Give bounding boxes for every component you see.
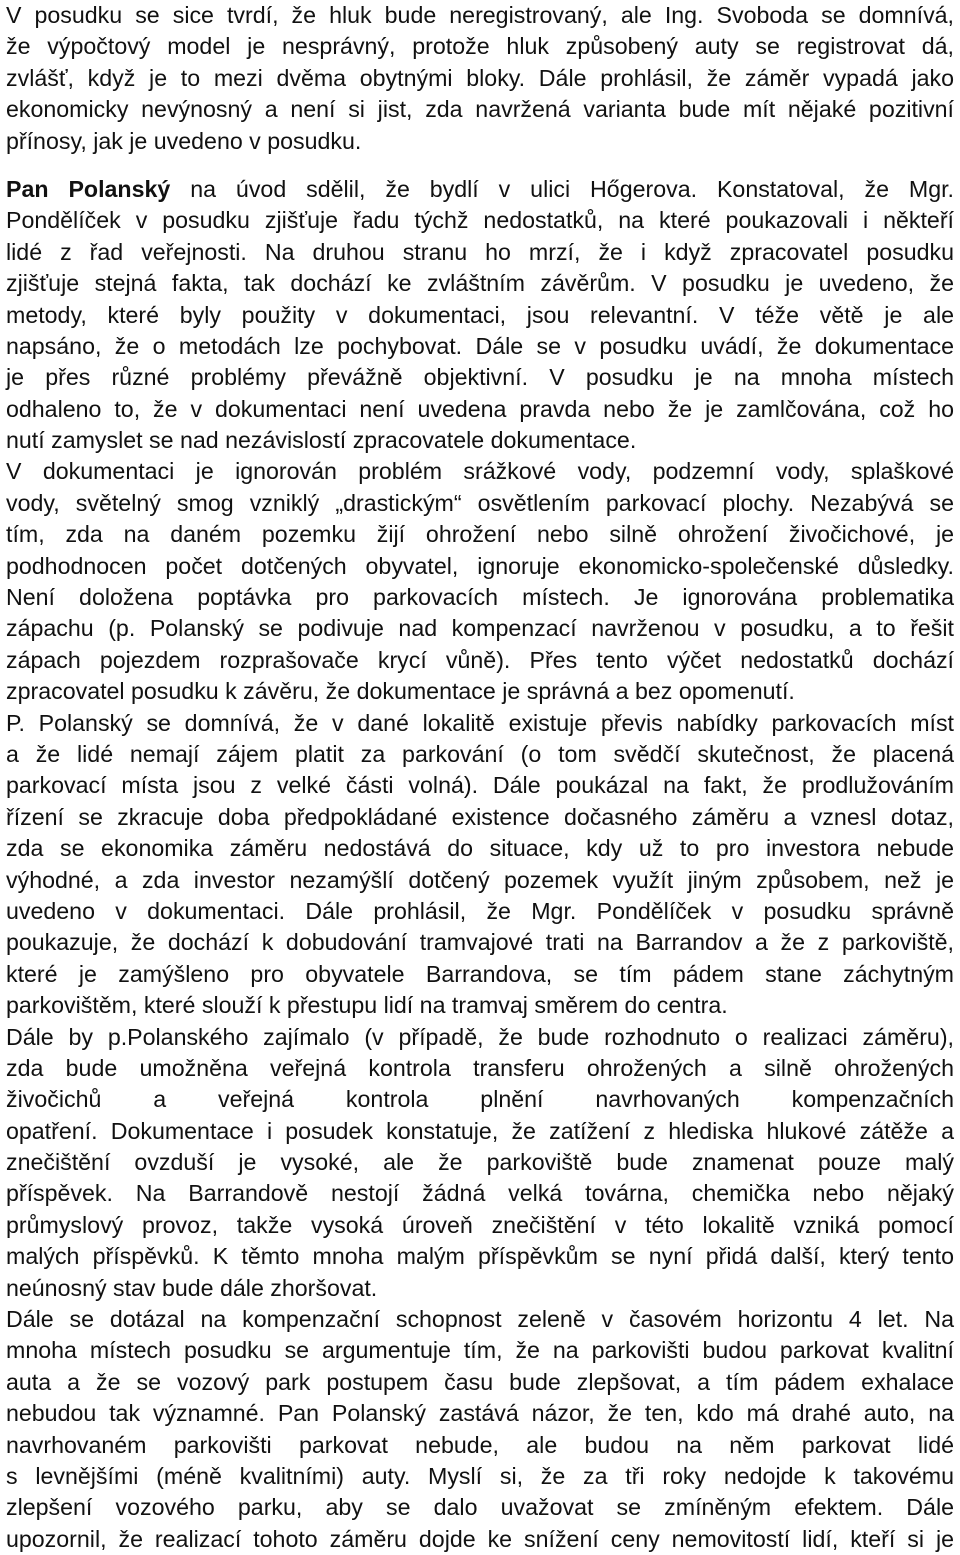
text-line: zápach pojezdem rozprašovače krycí vůně). Přes tento výčet nedostatků dochází <box>6 646 954 673</box>
text-line: a že lidé nemají zájem platit za parkování (o tom svědčí skutečnost, že placená <box>6 740 954 767</box>
text-line: s levnějšími (méně kvalitními) auty. Myslí si, že za tři roky nedojde k takovému <box>6 1462 954 1489</box>
text-line: příspěvek. Na Barrandově nestojí žádná velká továrna, chemička nebo nějaký <box>6 1180 954 1207</box>
paragraph-spacer <box>6 157 954 174</box>
text-line: přínosy, jak je uvedeno v posudku. <box>6 127 362 154</box>
text-line: které je zamýšleno pro obyvatele Barrandova, se tím pádem stane záchytným <box>6 960 954 987</box>
text-line: tím, zda na daném pozemku žijí ohrožení nebo silně ohrožení živočichové, je <box>6 521 954 548</box>
text-line: ekonomicky nevýnosný a není si jist, zda navržená varianta bude mít nějaké pozitivní <box>6 96 954 123</box>
text-line: upozornil, že realizací tohoto záměru dojde ke snížení ceny nemovitostí lidí, kteří si je <box>6 1525 954 1552</box>
text-line: uvedeno v dokumentaci. Dále prohlásil, že Mgr. Pondělíček v posudku správně <box>6 897 954 924</box>
text-line: malých příspěvků. K těmto mnoha malým příspěvkům se nyní přidá další, který tento <box>6 1243 954 1270</box>
text-line: je přes různé problémy převážně objektivní. V posudku je na mnoha místech <box>6 364 954 391</box>
document-page <box>6 0 954 1552</box>
text-line: parkovací místa jsou z velké části volná). Dále poukázal na fakt, že prodlužováním <box>6 772 954 799</box>
text-line: metody, které byly použity v dokumentaci, jsou relevantní. V téže větě je ale <box>6 301 954 328</box>
text-line: odhaleno to, že v dokumentaci není uvedena pravda nebo že je zamlčována, což ho <box>6 395 954 422</box>
text-line: vody, světelný smog vzniklý „drastickým“ osvětlením parkovací plochy. Nezabývá se <box>6 489 954 516</box>
text-line: mnoha místech posudku se argumentuje tím, že na parkovišti budou parkovat kvalitní <box>6 1337 954 1364</box>
text-line: znečištění ovzduší je vysoké, ale že parkoviště bude znamenat pouze malý <box>6 1149 954 1176</box>
text-line: zvlášť, když je to mezi dvěma obytnými bloky. Dále prohlásil, že záměr vypadá jako <box>6 64 954 91</box>
text-line: Není doložena poptávka pro parkovacích místech. Je ignorována problematika <box>6 584 954 611</box>
text-line: nutí zamyslet se nad nezávislostí zpracovatele dokumentace. <box>6 427 637 454</box>
text-line: neúnosný stav bude dále zhoršovat. <box>6 1274 378 1301</box>
text-line: zlepšení vozového parku, aby se dalo uvažovat se zmíněným efektem. Dále <box>6 1494 954 1521</box>
text-line: V dokumentaci je ignorován problém srážkové vody, podzemní vody, splaškové <box>6 458 954 485</box>
text-line: zjišťuje stejná fakta, tak dochází ke zvláštním závěrům. V posudku je uvedeno, že <box>6 270 954 297</box>
text-line: zápachu (p. Polanský se podivuje nad kompenzací navrženou v posudku, a to řešit <box>6 615 954 642</box>
text-line: poukazuje, že dochází k dobudování tramvajové trati na Barrandov a že z parkoviště, <box>6 929 954 956</box>
text-line: navrhovaném parkovišti parkovat nebude, ale budou na něm parkovat lidé <box>6 1431 954 1458</box>
text-line: zda se ekonomika záměru nedostává do situace, kdy už to pro investora nebude <box>6 835 954 862</box>
text-line: V posudku se sice tvrdí, že hluk bude neregistrovaný, ale Ing. Svoboda se domnívá, <box>6 2 954 28</box>
text-line: že výpočtový model je nesprávný, protože hluk způsobený auty se registrovat dá, <box>6 33 954 60</box>
text-line: živočichů a veřejná kontrola plnění navrhovaných kompenzačních <box>6 1086 954 1113</box>
text-line: průmyslový provoz, takže vysoká úroveň znečištění v této lokalitě vzniká pomocí <box>6 1211 954 1238</box>
text-line: Pondělíček v posudku zjišťuje řadu týchž nedostatků, na které poukazovali i někteří <box>6 207 954 234</box>
text-line: napsáno, že o metodách lze pochybovat. Dále se v posudku uvádí, že dokumentace <box>6 332 954 359</box>
text-line: výhodné, a zda investor nezamýšlí dotčený pozemek využít jiným způsobem, než je <box>6 866 954 893</box>
text-line: auta a že se vozový park postupem času bude zlepšovat, a tím pádem exhalace <box>6 1368 954 1395</box>
text-line: podhodnocen počet dotčených obyvatel, ignoruje ekonomicko-společenské důsledky. <box>6 552 954 579</box>
text-line: lidé z řad veřejnosti. Na druhou stranu ho mrzí, že i když zpracovatel posudku <box>6 238 954 265</box>
text-line: parkovištěm, které slouží k přestupu lidí na tramvaj směrem do centra. <box>6 992 728 1019</box>
text-line: Dále se dotázal na kompenzační schopnost zeleně v časovém horizontu 4 let. Na <box>6 1306 954 1333</box>
text-line: řízení se zkracuje doba předpokládané existence dočasného záměru a vznesl dotaz, <box>6 803 954 830</box>
text-line: nebudou tak významné. Pan Polanský zastává názor, že ten, kdo má drahé auto, na <box>6 1400 954 1427</box>
text-line-rest: na úvod sdělil, že bydlí v ulici Hőgerova. Konstatoval, že Mgr. <box>190 175 954 202</box>
text-line: zpracovatel posudku k závěru, že dokumentace je správná a bez opomenutí. <box>6 678 795 705</box>
text-line-with-speaker <box>6 174 954 205</box>
paragraph-polansky <box>6 174 954 1555</box>
text-line: zda bude umožněna veřejná kontrola transferu ohrožených a silně ohrožených <box>6 1054 954 1081</box>
paragraph-svoboda <box>6 0 954 157</box>
text-line: opatření. Dokumentace i posudek konstatuje, že zatížení z hlediska hlukové zátěže a <box>6 1117 954 1144</box>
text-line: Dále by p.Polanského zajímalo (v případě, že bude rozhodnuto o realizaci záměru), <box>6 1023 954 1050</box>
text-line: P. Polanský se domnívá, že v dané lokalitě existuje převis nabídky parkovacích míst <box>6 709 954 736</box>
speaker-name: Pan Polanský <box>6 175 171 202</box>
